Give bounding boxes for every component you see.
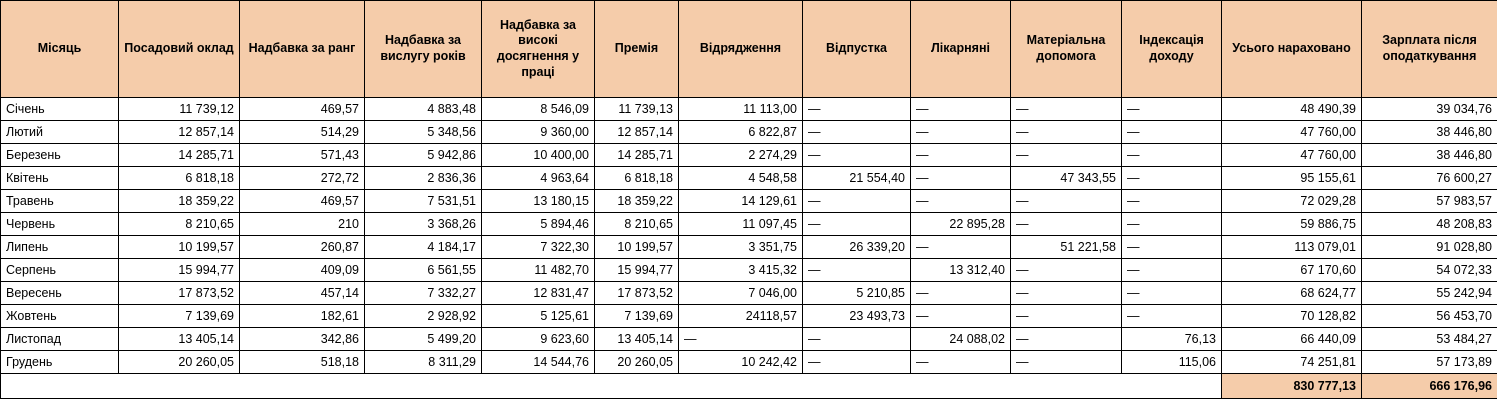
- table-body: [1, 98, 1497, 374]
- header-row: [1, 1, 1497, 98]
- cell-salary: 11 739,12: [119, 98, 240, 121]
- cell-total-accrued: 74 251,81: [1222, 351, 1362, 374]
- table-row: [1, 213, 1497, 236]
- cell-material-aid: —: [1011, 144, 1122, 167]
- cell-salary: 18 359,22: [119, 190, 240, 213]
- cell-seniority-bonus: 4 883,48: [365, 98, 482, 121]
- cell-business-trip: 10 242,42: [679, 351, 803, 374]
- cell-salary: 13 405,14: [119, 328, 240, 351]
- totals-row: [1, 374, 1497, 399]
- cell-rank-bonus: 210: [240, 213, 365, 236]
- cell-month: Лютий: [1, 121, 119, 144]
- cell-rank-bonus: 469,57: [240, 98, 365, 121]
- cell-business-trip: 3 351,75: [679, 236, 803, 259]
- table-row: [1, 328, 1497, 351]
- cell-rank-bonus: 571,43: [240, 144, 365, 167]
- cell-premium: 13 405,14: [595, 328, 679, 351]
- cell-after-tax: 56 453,70: [1362, 305, 1497, 328]
- cell-salary: 8 210,65: [119, 213, 240, 236]
- cell-sick-leave: —: [911, 351, 1011, 374]
- cell-after-tax: 48 208,83: [1362, 213, 1497, 236]
- cell-total-accrued: 67 170,60: [1222, 259, 1362, 282]
- cell-seniority-bonus: 5 348,56: [365, 121, 482, 144]
- cell-vacation: —: [803, 121, 911, 144]
- column-header-seniority-bonus: Надбавка за вислугу років: [365, 1, 482, 98]
- cell-material-aid: —: [1011, 213, 1122, 236]
- cell-after-tax: 38 446,80: [1362, 121, 1497, 144]
- cell-after-tax: 38 446,80: [1362, 144, 1497, 167]
- cell-material-aid: —: [1011, 190, 1122, 213]
- cell-sick-leave: —: [911, 167, 1011, 190]
- cell-sick-leave: —: [911, 282, 1011, 305]
- cell-business-trip: 6 822,87: [679, 121, 803, 144]
- cell-vacation: —: [803, 98, 911, 121]
- cell-month: Липень: [1, 236, 119, 259]
- cell-achievement-bonus: 10 400,00: [482, 144, 595, 167]
- column-header-material-aid: Матеріальна допомога: [1011, 1, 1122, 98]
- cell-premium: 17 873,52: [595, 282, 679, 305]
- cell-month: Листопад: [1, 328, 119, 351]
- cell-rank-bonus: 272,72: [240, 167, 365, 190]
- cell-month: Грудень: [1, 351, 119, 374]
- cell-after-tax: 53 484,27: [1362, 328, 1497, 351]
- cell-rank-bonus: 260,87: [240, 236, 365, 259]
- table-row: [1, 167, 1497, 190]
- cell-achievement-bonus: 9 623,60: [482, 328, 595, 351]
- cell-indexation: —: [1122, 305, 1222, 328]
- cell-month: Серпень: [1, 259, 119, 282]
- column-header-total-accrued: Усього нараховано: [1222, 1, 1362, 98]
- cell-sick-leave: —: [911, 305, 1011, 328]
- cell-indexation: —: [1122, 98, 1222, 121]
- cell-premium: 18 359,22: [595, 190, 679, 213]
- cell-premium: 12 857,14: [595, 121, 679, 144]
- cell-salary: 10 199,57: [119, 236, 240, 259]
- cell-vacation: 21 554,40: [803, 167, 911, 190]
- cell-premium: 10 199,57: [595, 236, 679, 259]
- cell-month: Квітень: [1, 167, 119, 190]
- column-header-sick-leave: Лікарняні: [911, 1, 1011, 98]
- cell-sick-leave: —: [911, 190, 1011, 213]
- table-row: [1, 282, 1497, 305]
- column-header-premium: Премія: [595, 1, 679, 98]
- cell-business-trip: 3 415,32: [679, 259, 803, 282]
- table-row: [1, 305, 1497, 328]
- cell-seniority-bonus: 2 836,36: [365, 167, 482, 190]
- cell-after-tax: 54 072,33: [1362, 259, 1497, 282]
- cell-seniority-bonus: 8 311,29: [365, 351, 482, 374]
- cell-rank-bonus: 469,57: [240, 190, 365, 213]
- cell-indexation: —: [1122, 236, 1222, 259]
- cell-seniority-bonus: 7 531,51: [365, 190, 482, 213]
- cell-after-tax: 91 028,80: [1362, 236, 1497, 259]
- cell-vacation: —: [803, 213, 911, 236]
- cell-after-tax: 39 034,76: [1362, 98, 1497, 121]
- cell-total-accrued: 72 029,28: [1222, 190, 1362, 213]
- table-row: [1, 259, 1497, 282]
- cell-achievement-bonus: 5 125,61: [482, 305, 595, 328]
- cell-business-trip: —: [679, 328, 803, 351]
- cell-business-trip: 14 129,61: [679, 190, 803, 213]
- totals-label-blank: [1, 374, 1222, 399]
- cell-vacation: 23 493,73: [803, 305, 911, 328]
- cell-indexation: 115,06: [1122, 351, 1222, 374]
- cell-salary: 6 818,18: [119, 167, 240, 190]
- cell-salary: 7 139,69: [119, 305, 240, 328]
- cell-indexation: —: [1122, 190, 1222, 213]
- cell-business-trip: 2 274,29: [679, 144, 803, 167]
- cell-achievement-bonus: 5 894,46: [482, 213, 595, 236]
- cell-salary: 15 994,77: [119, 259, 240, 282]
- cell-total-accrued: 68 624,77: [1222, 282, 1362, 305]
- cell-salary: 17 873,52: [119, 282, 240, 305]
- cell-month: Червень: [1, 213, 119, 236]
- cell-material-aid: —: [1011, 305, 1122, 328]
- cell-rank-bonus: 182,61: [240, 305, 365, 328]
- cell-month: Вересень: [1, 282, 119, 305]
- cell-achievement-bonus: 11 482,70: [482, 259, 595, 282]
- cell-indexation: —: [1122, 259, 1222, 282]
- cell-month: Травень: [1, 190, 119, 213]
- cell-salary: 12 857,14: [119, 121, 240, 144]
- cell-rank-bonus: 342,86: [240, 328, 365, 351]
- cell-material-aid: —: [1011, 282, 1122, 305]
- cell-material-aid: 47 343,55: [1011, 167, 1122, 190]
- cell-vacation: —: [803, 144, 911, 167]
- cell-month: Березень: [1, 144, 119, 167]
- column-header-achievement-bonus: Надбавка за високі досягнення у праці: [482, 1, 595, 98]
- cell-business-trip: 11 113,00: [679, 98, 803, 121]
- cell-vacation: —: [803, 351, 911, 374]
- cell-indexation: —: [1122, 282, 1222, 305]
- cell-salary: 20 260,05: [119, 351, 240, 374]
- cell-indexation: 76,13: [1122, 328, 1222, 351]
- table-header: [1, 1, 1497, 98]
- cell-premium: 20 260,05: [595, 351, 679, 374]
- cell-seniority-bonus: 7 332,27: [365, 282, 482, 305]
- cell-seniority-bonus: 5 942,86: [365, 144, 482, 167]
- cell-material-aid: —: [1011, 259, 1122, 282]
- cell-vacation: —: [803, 328, 911, 351]
- cell-after-tax: 57 173,89: [1362, 351, 1497, 374]
- cell-seniority-bonus: 4 184,17: [365, 236, 482, 259]
- cell-premium: 6 818,18: [595, 167, 679, 190]
- cell-achievement-bonus: 9 360,00: [482, 121, 595, 144]
- cell-business-trip: 11 097,45: [679, 213, 803, 236]
- cell-premium: 11 739,13: [595, 98, 679, 121]
- cell-vacation: 26 339,20: [803, 236, 911, 259]
- cell-sick-leave: —: [911, 98, 1011, 121]
- table-row: [1, 144, 1497, 167]
- cell-material-aid: —: [1011, 351, 1122, 374]
- cell-achievement-bonus: 14 544,76: [482, 351, 595, 374]
- cell-premium: 7 139,69: [595, 305, 679, 328]
- column-header-after-tax: Зарплата після оподаткування: [1362, 1, 1497, 98]
- cell-sick-leave: 24 088,02: [911, 328, 1011, 351]
- cell-total-accrued: 70 128,82: [1222, 305, 1362, 328]
- cell-seniority-bonus: 2 928,92: [365, 305, 482, 328]
- table-row: [1, 98, 1497, 121]
- table-footer: [1, 374, 1497, 399]
- cell-achievement-bonus: 7 322,30: [482, 236, 595, 259]
- cell-rank-bonus: 514,29: [240, 121, 365, 144]
- table-row: [1, 351, 1497, 374]
- cell-indexation: —: [1122, 167, 1222, 190]
- table-row: [1, 121, 1497, 144]
- cell-total-accrued: 95 155,61: [1222, 167, 1362, 190]
- cell-rank-bonus: 457,14: [240, 282, 365, 305]
- cell-after-tax: 57 983,57: [1362, 190, 1497, 213]
- cell-premium: 15 994,77: [595, 259, 679, 282]
- cell-premium: 14 285,71: [595, 144, 679, 167]
- totals-after-tax: 666 176,96: [1362, 374, 1497, 399]
- cell-sick-leave: —: [911, 236, 1011, 259]
- cell-total-accrued: 47 760,00: [1222, 121, 1362, 144]
- table-row: [1, 236, 1497, 259]
- cell-rank-bonus: 518,18: [240, 351, 365, 374]
- cell-business-trip: 24118,57: [679, 305, 803, 328]
- column-header-salary: Посадовий оклад: [119, 1, 240, 98]
- cell-total-accrued: 48 490,39: [1222, 98, 1362, 121]
- cell-vacation: —: [803, 190, 911, 213]
- cell-achievement-bonus: 8 546,09: [482, 98, 595, 121]
- cell-indexation: —: [1122, 144, 1222, 167]
- cell-business-trip: 4 548,58: [679, 167, 803, 190]
- cell-total-accrued: 59 886,75: [1222, 213, 1362, 236]
- cell-indexation: —: [1122, 213, 1222, 236]
- column-header-indexation: Індексація доходу: [1122, 1, 1222, 98]
- cell-after-tax: 76 600,27: [1362, 167, 1497, 190]
- cell-total-accrued: 113 079,01: [1222, 236, 1362, 259]
- column-header-rank-bonus: Надбавка за ранг: [240, 1, 365, 98]
- cell-seniority-bonus: 6 561,55: [365, 259, 482, 282]
- cell-month: Січень: [1, 98, 119, 121]
- cell-salary: 14 285,71: [119, 144, 240, 167]
- cell-seniority-bonus: 3 368,26: [365, 213, 482, 236]
- cell-sick-leave: 13 312,40: [911, 259, 1011, 282]
- cell-sick-leave: 22 895,28: [911, 213, 1011, 236]
- cell-business-trip: 7 046,00: [679, 282, 803, 305]
- cell-month: Жовтень: [1, 305, 119, 328]
- cell-after-tax: 55 242,94: [1362, 282, 1497, 305]
- cell-vacation: —: [803, 259, 911, 282]
- cell-premium: 8 210,65: [595, 213, 679, 236]
- cell-indexation: —: [1122, 121, 1222, 144]
- cell-material-aid: —: [1011, 98, 1122, 121]
- cell-total-accrued: 66 440,09: [1222, 328, 1362, 351]
- cell-vacation: 5 210,85: [803, 282, 911, 305]
- column-header-business-trip: Відрядження: [679, 1, 803, 98]
- cell-sick-leave: —: [911, 121, 1011, 144]
- totals-accrued: 830 777,13: [1222, 374, 1362, 399]
- table-row: [1, 190, 1497, 213]
- cell-total-accrued: 47 760,00: [1222, 144, 1362, 167]
- cell-achievement-bonus: 4 963,64: [482, 167, 595, 190]
- column-header-month: Місяць: [1, 1, 119, 98]
- cell-achievement-bonus: 13 180,15: [482, 190, 595, 213]
- cell-seniority-bonus: 5 499,20: [365, 328, 482, 351]
- cell-material-aid: —: [1011, 328, 1122, 351]
- cell-achievement-bonus: 12 831,47: [482, 282, 595, 305]
- column-header-vacation: Відпустка: [803, 1, 911, 98]
- cell-sick-leave: —: [911, 144, 1011, 167]
- cell-material-aid: 51 221,58: [1011, 236, 1122, 259]
- cell-material-aid: —: [1011, 121, 1122, 144]
- cell-rank-bonus: 409,09: [240, 259, 365, 282]
